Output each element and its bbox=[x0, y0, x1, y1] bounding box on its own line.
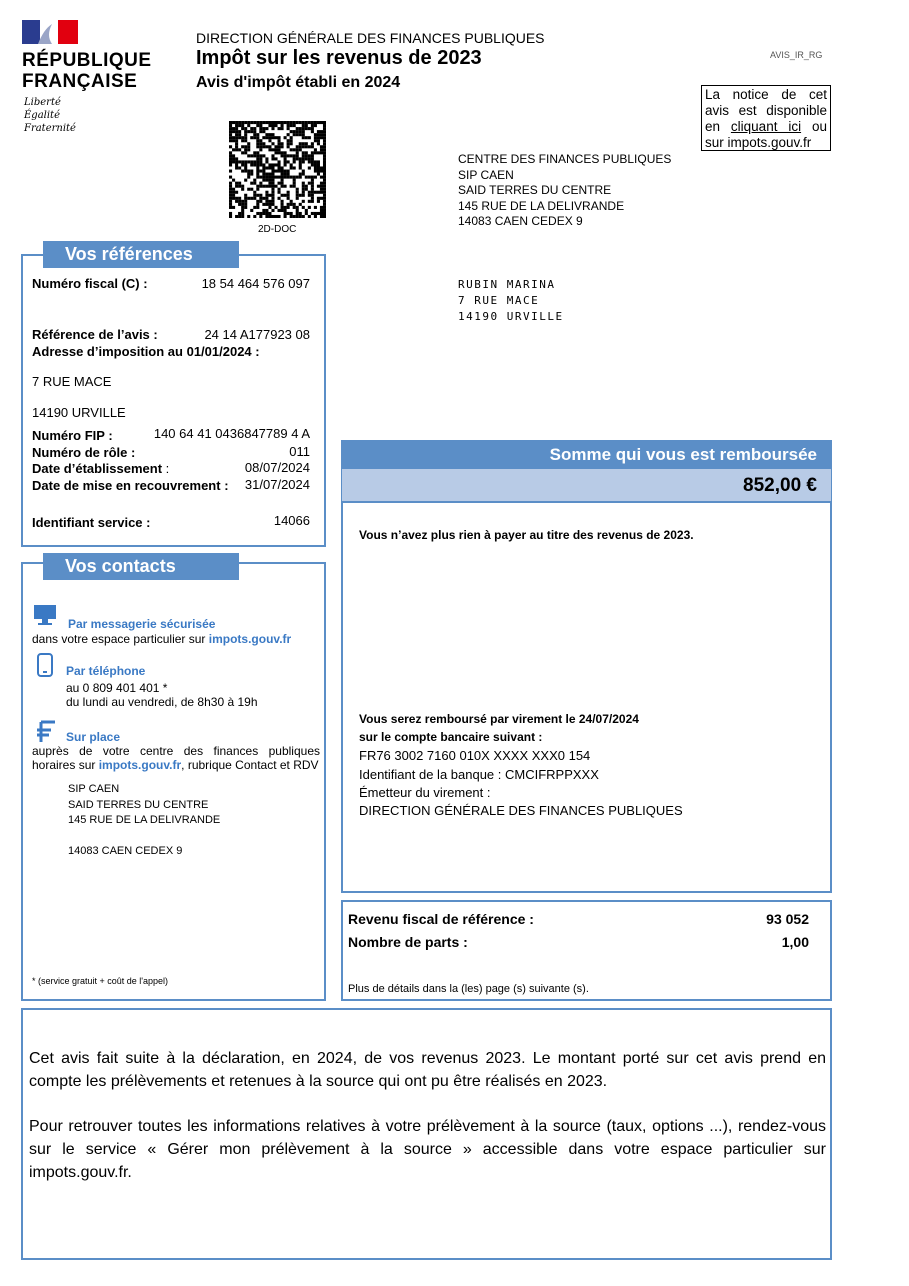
refund-box bbox=[341, 440, 832, 893]
rfr-label: Revenu fiscal de référence : bbox=[348, 911, 534, 927]
etab-label: Date d’établissement bbox=[32, 461, 163, 476]
virement-line1: Vous serez remboursé par virement le 24/07/2024 bbox=[359, 712, 639, 726]
msg-title: Par messagerie sécurisée bbox=[68, 617, 216, 631]
logo-line1: RÉPUBLIQUE bbox=[22, 50, 152, 71]
notice-box bbox=[701, 85, 831, 151]
contacts-addr4: 14083 CAEN CEDEX 9 bbox=[68, 844, 183, 857]
fiscal-label: Numéro fiscal (C) : bbox=[32, 276, 148, 291]
place-text2-post: , rubrique Contact et RDV bbox=[181, 758, 319, 772]
place-text-block bbox=[32, 744, 320, 772]
addr-label: Adresse d’imposition au 01/01/2024 : bbox=[32, 344, 260, 359]
marianne-flag-icon bbox=[22, 20, 78, 44]
recipient-street: 7 RUE MACE bbox=[458, 294, 540, 307]
phone-icon bbox=[37, 653, 53, 677]
parts-value: 1,00 bbox=[781, 934, 809, 950]
footer-paragraph1: Cet avis fait suite à la déclaration, en 2024, de vos revenus 2023. Le montant porté sur cet avis prend en compte les prélèvements et retenues à la source qui ont pu être réalisés en 2023. bbox=[29, 1050, 826, 1090]
place-link[interactable]: impots.gouv.fr bbox=[98, 758, 182, 772]
center-line4: 145 RUE DE LA DELIVRANDE bbox=[458, 198, 625, 213]
center-line3: SAID TERRES DU CENTRE bbox=[458, 183, 612, 197]
rfr-value: 93 052 bbox=[766, 911, 809, 927]
center-line2: SIP CAEN bbox=[458, 167, 514, 182]
recipient-city: 14190 URVILLE bbox=[458, 310, 564, 323]
computer-icon bbox=[33, 604, 57, 626]
refund-header: Somme qui vous est remboursée bbox=[342, 441, 831, 469]
contacts-address bbox=[68, 782, 220, 859]
franc-building-icon bbox=[35, 720, 57, 744]
etab-value: 08/07/2024 bbox=[244, 460, 310, 475]
role-label: Numéro de rôle : bbox=[32, 445, 136, 460]
barcode-label: 2D-DOC bbox=[258, 224, 297, 235]
place-text2-pre: horaires sur bbox=[32, 758, 96, 772]
fiscal-value: 18 54 464 576 097 bbox=[201, 276, 310, 291]
iban: FR76 3002 7160 010X XXXX XXX0 154 bbox=[359, 748, 591, 763]
contacts-addr1: SIP CAEN bbox=[68, 783, 120, 795]
msg-link[interactable]: impots.gouv.fr bbox=[208, 632, 292, 646]
recipient-address bbox=[458, 277, 564, 325]
contacts-tab: Vos contacts bbox=[43, 553, 239, 580]
fip-value: 140 64 41 0436847789 4 A bbox=[153, 426, 310, 441]
motto-fraternite: Fraternité bbox=[24, 123, 76, 134]
refund-amount: 852,00 € bbox=[342, 469, 831, 503]
ref-label: Référence de l’avis : bbox=[32, 327, 158, 342]
avis-code: AVIS_IR_RG bbox=[770, 50, 823, 60]
details-text: Plus de détails dans la (les) page (s) suivante (s). bbox=[348, 983, 589, 995]
recipient-name: RUBIN MARINA bbox=[458, 278, 556, 291]
parts-label: Nombre de parts : bbox=[348, 934, 468, 950]
references-tab: Vos références bbox=[43, 241, 239, 268]
center-line5: 14083 CAEN CEDEX 9 bbox=[458, 214, 583, 228]
emitter: DIRECTION GÉNÉRALE DES FINANCES PUBLIQUES bbox=[359, 803, 683, 818]
logo-line2: FRANÇAISE bbox=[22, 71, 138, 92]
contacts-addr2: SAID TERRES DU CENTRE bbox=[68, 798, 209, 811]
tel-number: au 0 809 401 401 * bbox=[66, 681, 168, 695]
center-line1: CENTRE DES FINANCES PUBLIQUES bbox=[458, 152, 672, 166]
motto-egalite: Égalité bbox=[24, 110, 60, 121]
footer-text bbox=[29, 1047, 826, 1184]
notice-text-pre: La notice de cet avis est disponible en bbox=[705, 87, 827, 134]
addr-line2: 14190 URVILLE bbox=[32, 405, 126, 420]
2d-doc-barcode-icon bbox=[229, 121, 326, 218]
bank-id: Identifiant de la banque : CMCIFRPPXXX bbox=[359, 767, 599, 782]
emitter-label: Émetteur du virement : bbox=[359, 785, 491, 800]
republique-logo bbox=[22, 20, 152, 140]
recouv-value: 31/07/2024 bbox=[244, 477, 310, 492]
place-text2 bbox=[32, 758, 320, 772]
contacts-footnote: * (service gratuit + coût de l'appel) bbox=[32, 976, 169, 986]
references-box bbox=[21, 254, 326, 547]
ref-value: 24 14 A177923 08 bbox=[204, 327, 310, 342]
nothing-to-pay: Vous n’avez plus rien à payer au titre des revenus de 2023. bbox=[359, 528, 694, 542]
center-address bbox=[458, 152, 671, 230]
page-subtitle: Avis d'impôt établi en 2024 bbox=[196, 74, 401, 91]
place-text1: auprès de votre centre des finances publiques bbox=[32, 744, 320, 758]
motto-liberte: Liberté bbox=[24, 97, 61, 108]
recouv-label: Date de mise en recouvrement : bbox=[32, 478, 229, 493]
msg-text: dans votre espace particulier sur bbox=[32, 632, 206, 646]
addr-line1: 7 RUE MACE bbox=[32, 374, 112, 389]
role-value: 011 bbox=[289, 444, 310, 459]
fip-label: Numéro FIP : bbox=[32, 428, 113, 443]
tel-title: Par téléphone bbox=[66, 664, 146, 678]
notice-text-post: ou sur impots.gouv.fr bbox=[705, 119, 827, 150]
footer-paragraph2: Pour retrouver toutes les informations relatives à votre prélèvement à la source (taux, options ...), rendez-vous sur le service « Gérer mon prélèvement à la source » accessible dans votre espace particulier sur impots.gouv.fr. bbox=[29, 1118, 826, 1181]
place-title: Sur place bbox=[66, 730, 121, 744]
etab-label-row: Date d’établissement : bbox=[32, 461, 170, 476]
page-title: Impôt sur les revenus de 2023 bbox=[196, 47, 482, 69]
virement-line2: sur le compte bancaire suivant : bbox=[359, 730, 543, 744]
direction-title: DIRECTION GÉNÉRALE DES FINANCES PUBLIQUES bbox=[196, 30, 545, 46]
notice-link[interactable]: cliquant ici bbox=[730, 119, 802, 134]
contacts-addr3: 145 RUE DE LA DELIVRANDE bbox=[68, 814, 221, 826]
tel-hours: du lundi au vendredi, de 8h30 à 19h bbox=[66, 695, 258, 709]
msg-line bbox=[32, 632, 291, 646]
service-value: 14066 bbox=[273, 513, 310, 528]
service-label: Identifiant service : bbox=[32, 515, 151, 530]
